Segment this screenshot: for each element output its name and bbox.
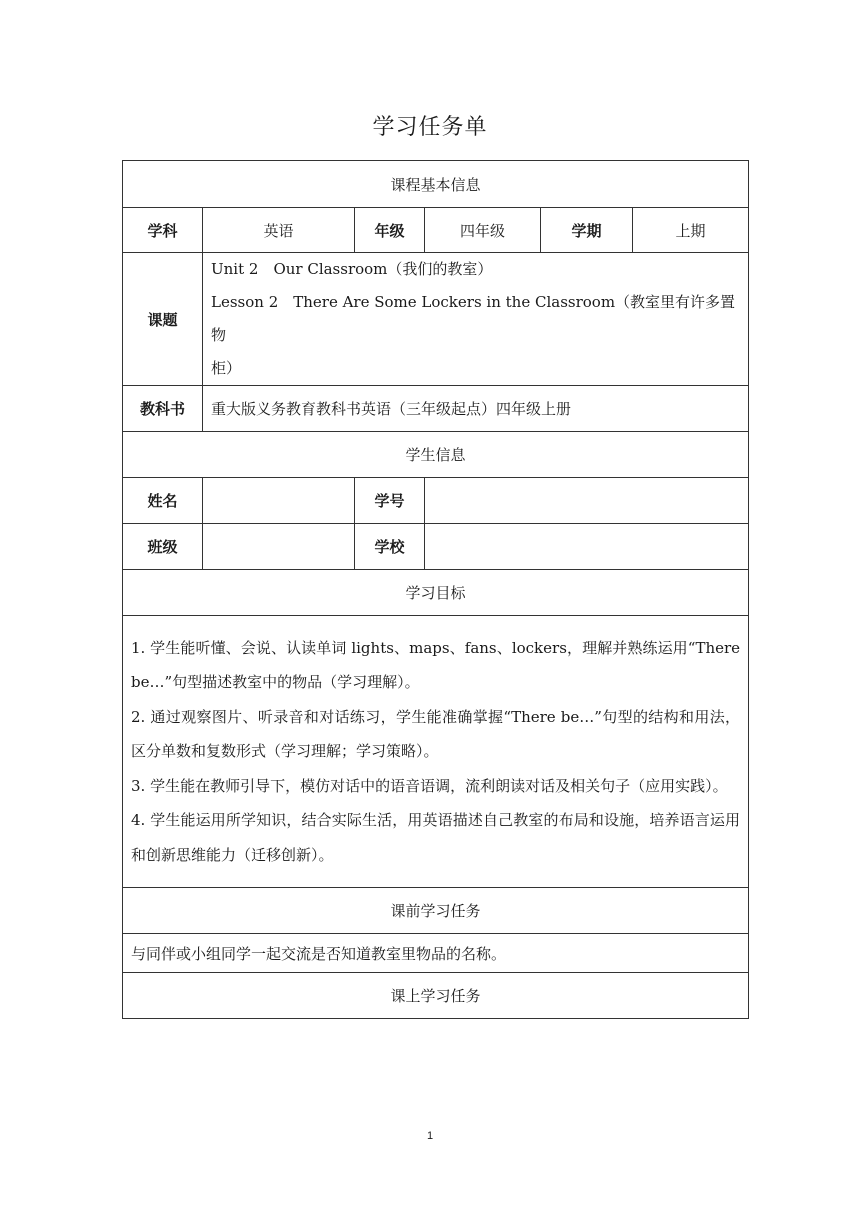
pre-class-task: 与同伴或小组同学一起交流是否知道教室里物品的名称。	[123, 934, 749, 973]
name-label: 姓名	[123, 478, 203, 524]
class-label: 班级	[123, 524, 203, 570]
textbook-value: 重大版义务教育教科书英语（三年级起点）四年级上册	[203, 386, 749, 432]
section-course-info: 课程基本信息	[123, 161, 749, 208]
document-title: 学习任务单	[372, 115, 488, 140]
grade-label: 年级	[355, 208, 425, 253]
subject-value: 英语	[203, 208, 355, 253]
section-pre-class: 课前学习任务	[123, 888, 749, 934]
objective-item-2: 2. 通过观察图片、听录音和对话练习，学生能准确掌握“There be…”句型的结构和用法，区分单数和复数形式（学习理解；学习策略）。	[131, 707, 741, 761]
textbook-label: 教科书	[123, 386, 203, 432]
section-student-info: 学生信息	[123, 432, 749, 478]
section-in-class: 课上学习任务	[123, 973, 749, 1019]
term-label: 学期	[541, 208, 633, 253]
objectives-list	[123, 616, 749, 888]
topic-line-2: Lesson 2 There Are Some Lockers in the Classroom（教室里有许多置物	[211, 293, 736, 344]
term-value: 上期	[633, 208, 749, 253]
class-field[interactable]	[203, 524, 355, 570]
objective-item-1: 1. 学生能听懂、会说、认读单词 lights、maps、fans、lockers，理解并熟练运用“There be…”句型描述教室中的物品（学习理解）。	[131, 638, 741, 692]
topic-line-1: Unit 2 Our Classroom（我们的教室）	[211, 260, 493, 278]
school-label: 学校	[355, 524, 425, 570]
name-field[interactable]	[203, 478, 355, 524]
grade-value: 四年级	[425, 208, 541, 253]
student-id-field[interactable]	[425, 478, 749, 524]
task-sheet-table	[122, 160, 749, 1019]
section-objectives: 学习目标	[123, 570, 749, 616]
subject-label: 学科	[123, 208, 203, 253]
page-number: 1	[426, 1130, 434, 1142]
topic-value	[203, 253, 749, 386]
objective-item-4: 4. 学生能运用所学知识，结合实际生活，用英语描述自己教室的布局和设施，培养语言运用和创新思维能力（迁移创新）。	[131, 811, 741, 864]
objective-item-3: 3. 学生能在教师引导下，模仿对话中的语音语调，流利朗读对话及相关句子（应用实践）。	[131, 776, 728, 795]
student-id-label: 学号	[355, 478, 425, 524]
school-field[interactable]	[425, 524, 749, 570]
topic-label: 课题	[123, 253, 203, 386]
topic-line-3: 柜）	[211, 359, 242, 377]
